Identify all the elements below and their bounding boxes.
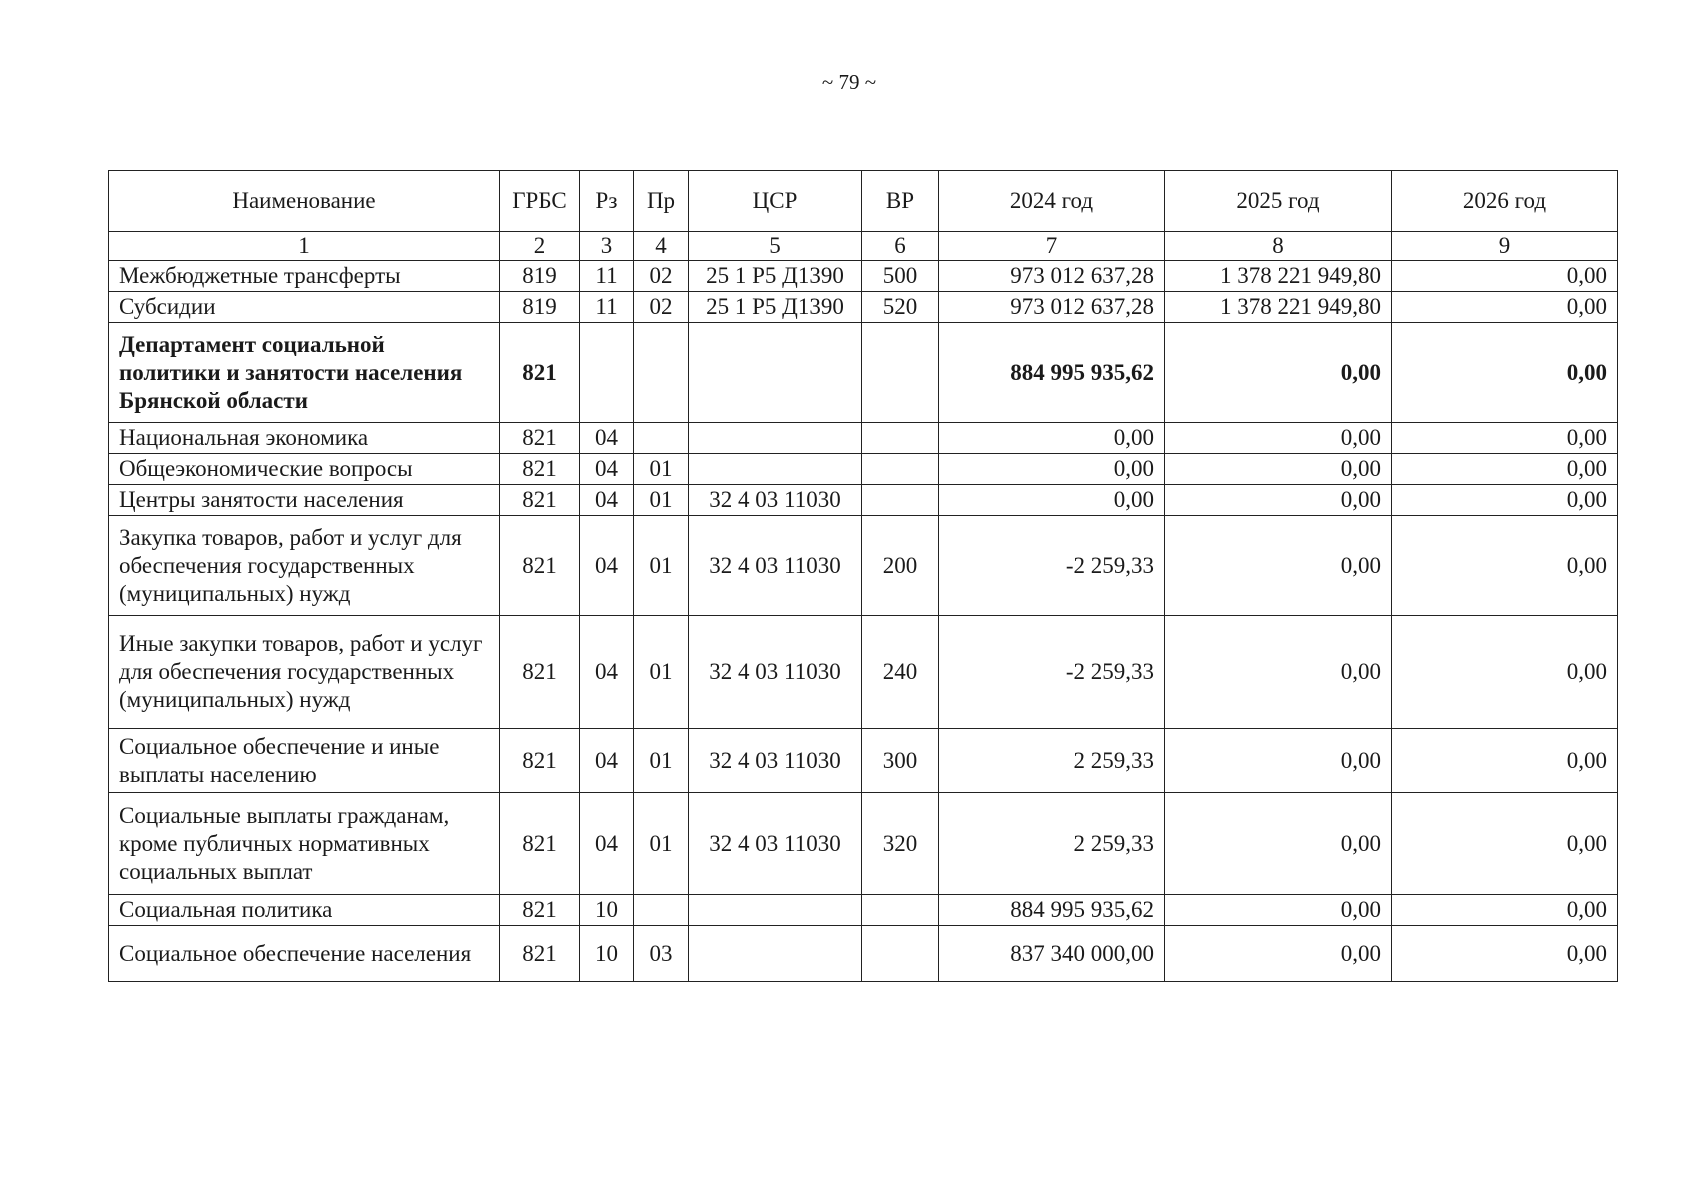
table-row bbox=[109, 926, 1618, 982]
row-rz: 04 bbox=[580, 793, 634, 895]
row-rz: 04 bbox=[580, 616, 634, 729]
row-2024: 0,00 bbox=[939, 423, 1165, 454]
row-name: Общеэкономические вопросы bbox=[109, 454, 500, 485]
row-vr bbox=[862, 926, 939, 982]
row-vr bbox=[862, 485, 939, 516]
row-pr bbox=[634, 323, 689, 423]
table-row bbox=[109, 485, 1618, 516]
row-name: Национальная экономика bbox=[109, 423, 500, 454]
row-vr: 200 bbox=[862, 516, 939, 616]
row-vr bbox=[862, 323, 939, 423]
column-number: 3 bbox=[580, 232, 634, 261]
row-rz: 04 bbox=[580, 516, 634, 616]
row-2026: 0,00 bbox=[1392, 895, 1618, 926]
budget-table bbox=[108, 170, 1618, 982]
column-number: 7 bbox=[939, 232, 1165, 261]
page-number: ~ 79 ~ bbox=[821, 70, 877, 94]
row-2025: 1 378 221 949,80 bbox=[1165, 261, 1392, 292]
row-2024: 973 012 637,28 bbox=[939, 261, 1165, 292]
row-2025: 0,00 bbox=[1165, 729, 1392, 793]
row-2026: 0,00 bbox=[1392, 616, 1618, 729]
row-pr: 01 bbox=[634, 454, 689, 485]
row-csr: 32 4 03 11030 bbox=[689, 729, 862, 793]
column-number: 4 bbox=[634, 232, 689, 261]
column-number: 2 bbox=[500, 232, 580, 261]
table-row bbox=[109, 423, 1618, 454]
row-csr: 25 1 Р5 Д1390 bbox=[689, 261, 862, 292]
row-2025: 0,00 bbox=[1165, 423, 1392, 454]
row-2025: 0,00 bbox=[1165, 454, 1392, 485]
row-name: Социальные выплаты гражданам, кроме публичных нормативных социальных выплат bbox=[109, 793, 500, 895]
row-2024: 0,00 bbox=[939, 454, 1165, 485]
row-2025: 1 378 221 949,80 bbox=[1165, 292, 1392, 323]
row-rz: 10 bbox=[580, 895, 634, 926]
row-vr bbox=[862, 423, 939, 454]
table-row bbox=[109, 616, 1618, 729]
row-name: Социальная политика bbox=[109, 895, 500, 926]
table-row bbox=[109, 516, 1618, 616]
row-2026: 0,00 bbox=[1392, 793, 1618, 895]
column-header-vr: ВР bbox=[862, 171, 939, 232]
row-2025: 0,00 bbox=[1165, 516, 1392, 616]
row-csr: 32 4 03 11030 bbox=[689, 485, 862, 516]
row-rz: 11 bbox=[580, 292, 634, 323]
row-pr: 01 bbox=[634, 516, 689, 616]
column-number: 9 bbox=[1392, 232, 1618, 261]
header-row bbox=[109, 171, 1618, 232]
row-grbs: 821 bbox=[500, 895, 580, 926]
column-header-pr: Пр bbox=[634, 171, 689, 232]
row-2024: 884 995 935,62 bbox=[939, 895, 1165, 926]
table-row bbox=[109, 292, 1618, 323]
row-pr: 02 bbox=[634, 292, 689, 323]
row-vr bbox=[862, 454, 939, 485]
column-number: 5 bbox=[689, 232, 862, 261]
row-rz: 04 bbox=[580, 485, 634, 516]
row-vr: 520 bbox=[862, 292, 939, 323]
row-csr bbox=[689, 926, 862, 982]
row-name: Иные закупки товаров, работ и услуг для обеспечения государственных (муниципальных) нужд bbox=[109, 616, 500, 729]
row-csr: 32 4 03 11030 bbox=[689, 793, 862, 895]
row-rz: 10 bbox=[580, 926, 634, 982]
row-2026: 0,00 bbox=[1392, 292, 1618, 323]
row-rz: 04 bbox=[580, 729, 634, 793]
column-header-name: Наименование bbox=[109, 171, 500, 232]
row-2024: 884 995 935,62 bbox=[939, 323, 1165, 423]
column-header-2025: 2025 год bbox=[1165, 171, 1392, 232]
column-header-2024: 2024 год bbox=[939, 171, 1165, 232]
table-row bbox=[109, 729, 1618, 793]
row-2026: 0,00 bbox=[1392, 261, 1618, 292]
row-vr: 500 bbox=[862, 261, 939, 292]
row-2025: 0,00 bbox=[1165, 323, 1392, 423]
row-grbs: 821 bbox=[500, 926, 580, 982]
row-2026: 0,00 bbox=[1392, 485, 1618, 516]
row-pr bbox=[634, 423, 689, 454]
row-2024: -2 259,33 bbox=[939, 516, 1165, 616]
row-name: Центры занятости населения bbox=[109, 485, 500, 516]
row-2025: 0,00 bbox=[1165, 895, 1392, 926]
row-2026: 0,00 bbox=[1392, 323, 1618, 423]
row-pr: 02 bbox=[634, 261, 689, 292]
row-name: Межбюджетные трансферты bbox=[109, 261, 500, 292]
row-grbs: 821 bbox=[500, 516, 580, 616]
row-rz bbox=[580, 323, 634, 423]
row-2026: 0,00 bbox=[1392, 454, 1618, 485]
row-grbs: 821 bbox=[500, 793, 580, 895]
row-2026: 0,00 bbox=[1392, 423, 1618, 454]
column-header-rz: Рз bbox=[580, 171, 634, 232]
row-name: Департамент социальной политики и занятости населения Брянской области bbox=[109, 323, 500, 423]
row-2024: 973 012 637,28 bbox=[939, 292, 1165, 323]
row-grbs: 821 bbox=[500, 616, 580, 729]
row-grbs: 821 bbox=[500, 323, 580, 423]
row-csr bbox=[689, 423, 862, 454]
row-name: Субсидии bbox=[109, 292, 500, 323]
row-2026: 0,00 bbox=[1392, 516, 1618, 616]
row-pr: 01 bbox=[634, 485, 689, 516]
row-csr bbox=[689, 323, 862, 423]
column-number: 1 bbox=[109, 232, 500, 261]
row-2024: 2 259,33 bbox=[939, 793, 1165, 895]
row-2024: 2 259,33 bbox=[939, 729, 1165, 793]
row-rz: 11 bbox=[580, 261, 634, 292]
row-grbs: 819 bbox=[500, 292, 580, 323]
row-2025: 0,00 bbox=[1165, 793, 1392, 895]
row-csr bbox=[689, 454, 862, 485]
row-grbs: 821 bbox=[500, 423, 580, 454]
row-vr: 320 bbox=[862, 793, 939, 895]
column-header-csr: ЦСР bbox=[689, 171, 862, 232]
table-row bbox=[109, 895, 1618, 926]
row-name: Социальное обеспечение и иные выплаты населению bbox=[109, 729, 500, 793]
column-number-row bbox=[109, 232, 1618, 261]
row-grbs: 819 bbox=[500, 261, 580, 292]
table-row bbox=[109, 793, 1618, 895]
row-rz: 04 bbox=[580, 454, 634, 485]
row-grbs: 821 bbox=[500, 454, 580, 485]
row-2026: 0,00 bbox=[1392, 729, 1618, 793]
row-name: Закупка товаров, работ и услуг для обеспечения государственных (муниципальных) нужд bbox=[109, 516, 500, 616]
row-rz: 04 bbox=[580, 423, 634, 454]
row-pr: 01 bbox=[634, 729, 689, 793]
row-vr: 300 bbox=[862, 729, 939, 793]
column-number: 6 bbox=[862, 232, 939, 261]
row-grbs: 821 bbox=[500, 729, 580, 793]
row-csr: 25 1 Р5 Д1390 bbox=[689, 292, 862, 323]
row-pr: 03 bbox=[634, 926, 689, 982]
column-header-2026: 2026 год bbox=[1392, 171, 1618, 232]
row-pr: 01 bbox=[634, 793, 689, 895]
row-vr: 240 bbox=[862, 616, 939, 729]
table-row bbox=[109, 261, 1618, 292]
row-grbs: 821 bbox=[500, 485, 580, 516]
row-2024: 0,00 bbox=[939, 485, 1165, 516]
row-2025: 0,00 bbox=[1165, 485, 1392, 516]
column-header-grbs: ГРБС bbox=[500, 171, 580, 232]
row-csr: 32 4 03 11030 bbox=[689, 516, 862, 616]
column-number: 8 bbox=[1165, 232, 1392, 261]
table-row bbox=[109, 323, 1618, 423]
row-csr bbox=[689, 895, 862, 926]
row-2026: 0,00 bbox=[1392, 926, 1618, 982]
row-vr bbox=[862, 895, 939, 926]
row-2024: 837 340 000,00 bbox=[939, 926, 1165, 982]
row-pr bbox=[634, 895, 689, 926]
row-2025: 0,00 bbox=[1165, 926, 1392, 982]
row-2025: 0,00 bbox=[1165, 616, 1392, 729]
row-name: Социальное обеспечение населения bbox=[109, 926, 500, 982]
table-row bbox=[109, 454, 1618, 485]
row-pr: 01 bbox=[634, 616, 689, 729]
row-csr: 32 4 03 11030 bbox=[689, 616, 862, 729]
row-2024: -2 259,33 bbox=[939, 616, 1165, 729]
